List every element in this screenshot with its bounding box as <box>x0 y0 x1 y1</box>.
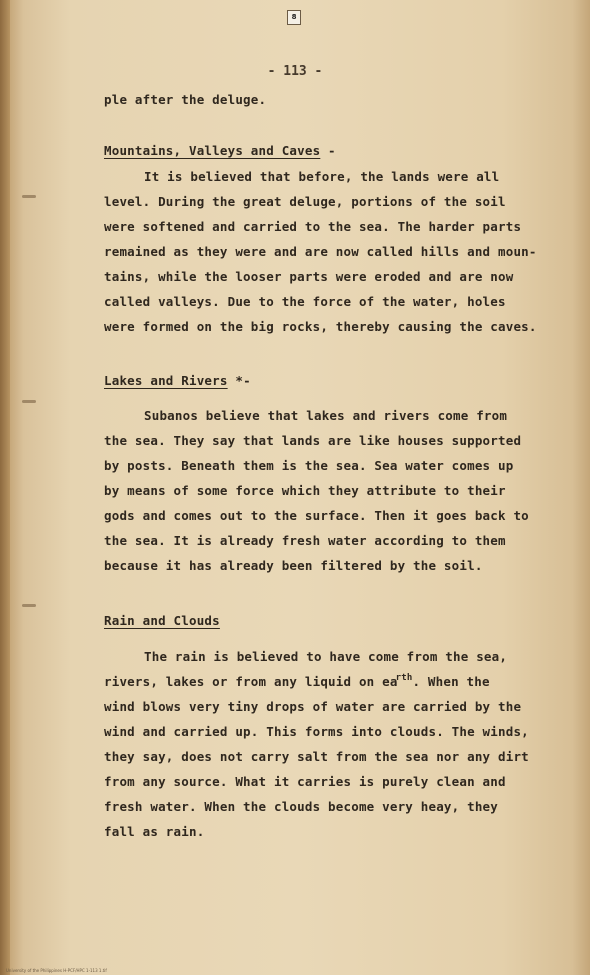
text-line: were softened and carried to the sea. The harder parts <box>104 219 522 234</box>
archive-tag: 8 <box>287 10 301 25</box>
text-line: It is believed that before, the lands were all <box>144 169 500 184</box>
heading-suffix: *- <box>227 373 251 388</box>
text-line: ple after the deluge. <box>104 92 267 107</box>
heading-title: Lakes and Rivers <box>104 373 228 388</box>
text-line: called valleys. Due to the force of the water, holes <box>104 294 506 309</box>
text-line: level. During the great deluge, portions of the soil <box>104 194 506 209</box>
heading-title: Rain and Clouds <box>104 613 220 628</box>
text-line: wind blows very tiny drops of water are carried by the <box>104 699 522 714</box>
text-line: tains, while the looser parts were eroded and are now <box>104 269 514 284</box>
text-line: the sea. They say that lands are like houses supported <box>104 433 522 448</box>
inserted-correction: rth <box>395 673 413 683</box>
heading-title: Mountains, Valleys and Caves <box>104 143 321 158</box>
text-line: by posts. Beneath them is the sea. Sea water comes up <box>104 458 514 473</box>
section-heading-lakes <box>104 373 251 388</box>
section-heading-mountains <box>104 143 336 158</box>
page-number: - 113 - <box>267 64 323 79</box>
margin-mark <box>22 400 36 403</box>
text-fragment: . When the <box>412 674 490 689</box>
text-line: the sea. It is already fresh water according to them <box>104 533 506 548</box>
text-line: gods and comes out to the surface. Then it goes back to <box>104 508 529 523</box>
text-line: from any source. What it carries is purely clean and <box>104 774 506 789</box>
text-line: The rain is believed to have come from the sea, <box>144 649 508 664</box>
text-line: because it has already been filtered by the soil. <box>104 558 483 573</box>
margin-mark <box>22 604 36 607</box>
scan-footer: University of the Philippines H-PCF/HPC 1-113 1.tif <box>6 968 107 973</box>
page-binding-edge <box>0 0 10 975</box>
text-line: Subanos believe that lakes and rivers come from <box>144 408 508 423</box>
text-line: fresh water. When the clouds become very heay, they <box>104 799 499 814</box>
heading-suffix: - <box>320 143 336 158</box>
text-line: they say, does not carry salt from the sea nor any dirt <box>104 749 529 764</box>
section-heading-rain <box>104 613 220 628</box>
text-line: were formed on the big rocks, thereby causing the caves. <box>104 319 537 334</box>
text-line: fall as rain. <box>104 824 205 839</box>
text-line: wind and carried up. This forms into clouds. The winds, <box>104 724 529 739</box>
text-line: remained as they were and are now called hills and moun- <box>104 244 537 259</box>
text-line <box>104 674 490 689</box>
text-line: by means of some force which they attribute to their <box>104 483 506 498</box>
text-fragment: rivers, lakes or from any liquid on ea <box>104 674 398 689</box>
margin-mark <box>22 195 36 198</box>
